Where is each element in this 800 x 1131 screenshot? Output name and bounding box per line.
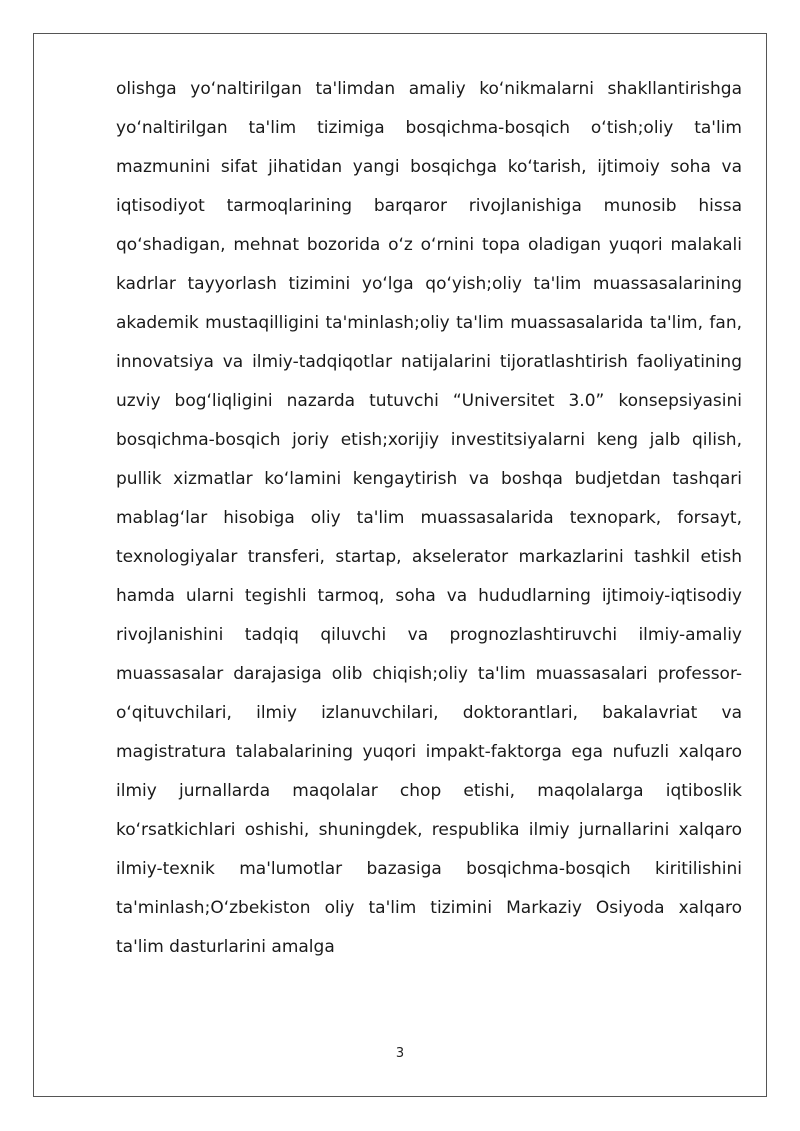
- page-number: 3: [395, 1046, 405, 1061]
- body-paragraph: olishga yo‘naltirilgan ta'limdan amaliy ko‘nikmalarni shakllantirishga yo‘naltirilgan ta'lim tizimiga bosqichma-bosqich o‘tish;oliy ta'lim mazmunini sifat jihatidan yangi bosqichga ko‘tarish, ijtimoiy soha va iqtisodiyot tarmoqlarining barqaror rivojlanishiga munosib hissa qo‘shadigan, mehnat bozorida o‘z o‘rnini topa oladigan yuqori malakali kadrlar tayyorlash tizimini yo‘lga qo‘yish;oliy ta'lim muassasalarining akademik mustaqilligini ta'minlash;oliy ta'lim muassasalarida ta'lim, fan, innovatsiya va ilmiy-tadqiqotlar natijalarini tijoratlashtirish faoliyatining uzviy bog‘liqligini nazarda tutuvchi “Universitet 3.0” konsepsiyasini bosqichma-bosqich joriy etish;xorijiy investitsiyalarni keng jalb qilish, pullik xizmatlar ko‘lamini kengaytirish va boshqa budjetdan tashqari mablag‘lar hisobiga oliy ta'lim muassasalarida texnopark, forsayt, texnologiyalar transferi, startap, akselerator markazlarini tashkil etish hamda ularni tegishli tarmoq, soha va hududlarning ijtimoiy-iqtisodiy rivojlanishini tadqiq qiluvchi va prognozlashtiruvchi ilmiy-amaliy muassasalar darajasiga olib chiqish;oliy ta'lim muassasalari professor-o‘qituvchilari, ilmiy izlanuvchilari, doktorantlari, bakalavriat va magistratura talabalarining yuqori impakt-faktorga ega nufuzli xalqaro ilmiy jurnallarda maqolalar chop etishi, maqolalarga iqtiboslik ko‘rsatkichlari oshishi, shuningdek, respublika ilmiy jurnallarini xalqaro ilmiy-texnik ma'lumotlar bazasiga bosqichma-bosqich kiritilishini ta'minlash;O‘zbekiston oliy ta'lim tizimini Markaziy Osiyoda xalqaro ta'lim dasturlarini amalga: [116, 79, 742, 957]
